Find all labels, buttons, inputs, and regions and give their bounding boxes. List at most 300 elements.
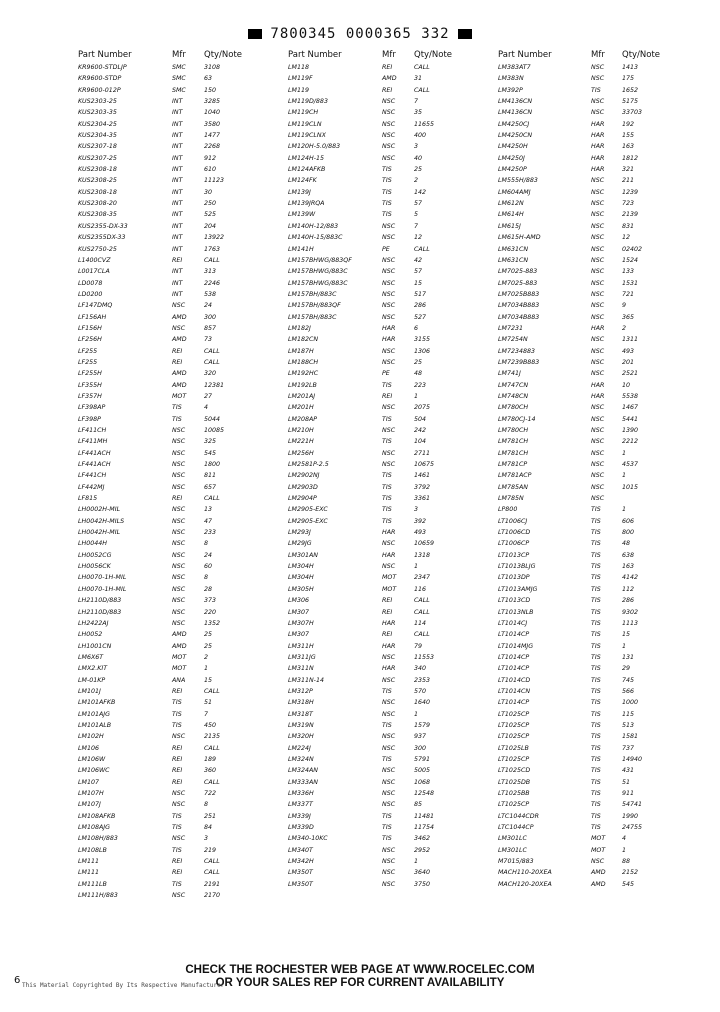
header-qty: Qty/Note (414, 50, 453, 60)
table-row (78, 495, 278, 506)
qty-cell: 1 (622, 472, 627, 480)
qty-cell: 1390 (622, 427, 639, 434)
part-number-cell: LM119 (288, 86, 309, 94)
table-row (78, 620, 278, 631)
table-row (78, 529, 278, 540)
part-number-cell: LM780CJ-14 (498, 415, 536, 423)
qty-cell: 12 (414, 234, 423, 242)
qty-cell: 493 (622, 347, 635, 355)
qty-cell: 800 (622, 529, 635, 537)
mfr-cell: REI (382, 86, 393, 94)
mfr-cell: AMD (172, 370, 187, 378)
part-number-cell: LT1014CP (498, 631, 530, 639)
table-row (288, 620, 488, 631)
table-row (498, 461, 718, 472)
qty-cell: 1 (622, 449, 627, 457)
part-number-cell: LM111H/883 (78, 892, 118, 900)
mfr-cell: NSC (382, 109, 396, 117)
qty-cell: 811 (204, 472, 217, 480)
mfr-cell: REI (172, 767, 183, 775)
qty-cell: 606 (622, 517, 635, 525)
mfr-cell: NSC (382, 404, 396, 412)
part-number-cell: L0017CLA (78, 268, 110, 276)
table-row (498, 688, 718, 699)
qty-cell: CALL (414, 608, 430, 616)
mfr-cell: NSC (382, 98, 396, 106)
table-row (498, 869, 718, 880)
part-number-cell: LM301AN (288, 551, 318, 559)
part-number-cell: LM188CH (288, 358, 319, 366)
qty-cell: 1467 (622, 404, 639, 412)
mfr-cell: TIS (591, 767, 601, 775)
part-number-cell: LF398AP (78, 404, 106, 412)
part-number-cell: LH2422AJ (78, 619, 109, 627)
mfr-cell: TIS (591, 597, 601, 605)
part-number-cell: KUS2307-25 (78, 154, 117, 162)
table-row (78, 824, 278, 835)
qty-cell: 112 (622, 585, 635, 593)
mfr-cell: TIS (591, 665, 601, 673)
table-row (78, 268, 278, 279)
qty-cell: 286 (414, 302, 427, 310)
part-number-cell: LH0070-1H-MIL (78, 574, 127, 582)
mfr-cell: TIS (172, 404, 182, 412)
part-number-cell: LM748CN (498, 392, 529, 400)
qty-cell: 35 (414, 109, 423, 117)
qty-cell: 325 (204, 438, 217, 446)
part-number-cell: LM4250P (498, 166, 527, 174)
part-number-cell: LM119CLN (288, 120, 322, 128)
table-row (78, 132, 278, 143)
part-number-cell: LM4136CN (498, 98, 533, 106)
table-row (288, 291, 488, 302)
mfr-cell: TIS (591, 699, 601, 707)
mfr-cell: NSC (172, 801, 186, 809)
mfr-cell: NSC (172, 892, 186, 900)
mfr-cell: REI (172, 778, 183, 786)
qty-cell: 25 (204, 642, 213, 650)
part-number-cell: KR9600-STDLJP (78, 64, 127, 71)
table-row (288, 75, 488, 86)
table-row (288, 370, 488, 381)
table-row (78, 756, 278, 767)
part-number-cell: LM780CH (498, 427, 529, 434)
mfr-cell: NSC (382, 880, 396, 888)
part-number-cell: LT1006CD (498, 529, 531, 537)
header-qty: Qty/Note (204, 50, 243, 60)
qty-cell: 1 (622, 642, 627, 650)
mfr-cell: TIS (591, 551, 601, 559)
table-row (78, 325, 278, 336)
qty-cell: 250 (204, 200, 217, 208)
table-row (78, 835, 278, 846)
table-row (498, 257, 718, 268)
table-row (78, 574, 278, 585)
mfr-cell: TIS (591, 540, 601, 548)
mfr-cell: NSC (172, 540, 186, 548)
qty-cell: 4 (204, 404, 209, 412)
qty-cell: 201 (622, 358, 635, 366)
mfr-cell: NSC (591, 495, 605, 503)
table-row (78, 393, 278, 404)
table-row (498, 393, 718, 404)
table-row (78, 427, 278, 438)
part-number-cell: LTC1044CP (498, 824, 534, 832)
mfr-cell: HAR (382, 324, 396, 332)
table-row (78, 711, 278, 722)
part-number-cell: LM210H (288, 427, 314, 434)
qty-cell: 360 (204, 767, 217, 775)
table-row (288, 654, 488, 665)
mfr-cell: NSC (172, 835, 186, 843)
qty-cell: 30 (204, 188, 213, 196)
part-number-cell: LF398P (78, 415, 101, 423)
part-number-cell: LM604AMJ (498, 188, 531, 196)
part-number-cell: LM7034B883 (498, 302, 540, 310)
part-number-cell: LM157BH/883C (288, 313, 337, 321)
qty-cell: 84 (204, 824, 213, 832)
qty-cell: 722 (204, 790, 217, 797)
table-row (498, 472, 718, 483)
table-row (78, 688, 278, 699)
mfr-cell: NSC (591, 256, 605, 264)
mfr-cell: NSC (172, 597, 186, 605)
qty-cell: 4142 (622, 574, 639, 582)
mfr-cell: INT (172, 211, 183, 219)
qty-cell: 15 (414, 279, 423, 287)
mfr-cell: REI (382, 608, 393, 616)
part-number-cell: LT1013CD (498, 597, 531, 605)
part-number-cell: LM119D/883 (288, 98, 328, 106)
part-number-cell: LM306 (288, 597, 309, 605)
mfr-cell: PE (382, 370, 390, 378)
header-mfr: Mfr (591, 50, 605, 60)
qty-cell: 8 (204, 801, 209, 809)
qty-cell: 831 (622, 222, 635, 230)
mfr-cell: NSC (382, 143, 396, 151)
table-row (288, 143, 488, 154)
qty-cell: 88 (622, 858, 631, 866)
mfr-cell: NSC (172, 483, 186, 491)
table-row (78, 336, 278, 347)
part-number-cell: LM781CP (498, 461, 528, 469)
mfr-cell: NSC (382, 302, 396, 310)
mfr-cell: TIS (591, 676, 601, 684)
table-row (288, 609, 488, 620)
mfr-cell: HAR (591, 120, 605, 128)
table-row (498, 779, 718, 790)
table-row (498, 881, 718, 892)
table-row (498, 302, 718, 313)
table-row (288, 597, 488, 608)
table-row (288, 847, 488, 858)
mfr-cell: SMC (172, 86, 186, 94)
mfr-cell: TIS (591, 574, 601, 582)
qty-cell: 192 (622, 120, 635, 128)
qty-cell: 373 (204, 597, 217, 605)
qty-cell: 242 (414, 427, 427, 434)
part-number-cell: LT1025DB (498, 778, 531, 786)
part-number-cell: LF411CH (78, 427, 107, 434)
table-row (498, 790, 718, 801)
table-row (288, 677, 488, 688)
header-part-number: Part Number (78, 50, 132, 60)
table-row (78, 64, 278, 75)
part-number-cell: LF156H (78, 324, 102, 332)
table-row (78, 155, 278, 166)
qty-cell: 25 (414, 358, 423, 366)
table-row (78, 518, 278, 529)
qty-cell: 189 (204, 755, 217, 763)
qty-cell: 7 (204, 710, 209, 718)
mfr-cell: ANA (172, 676, 186, 684)
table-row (498, 643, 718, 654)
qty-cell: CALL (414, 64, 430, 71)
mfr-cell: NSC (172, 551, 186, 559)
table-row (78, 881, 278, 892)
part-number-cell: MACH110-20XEA (498, 869, 552, 877)
qty-cell: 25 (414, 166, 423, 174)
table-row (78, 847, 278, 858)
table-row (498, 484, 718, 495)
mfr-cell: NSC (382, 358, 396, 366)
table-row (78, 223, 278, 234)
mfr-cell: TIS (382, 835, 392, 843)
qty-cell: 104 (414, 438, 427, 446)
part-number-cell: LM307 (288, 608, 309, 616)
table-row (288, 699, 488, 710)
column-3 (498, 50, 718, 892)
part-number-cell: LM4250CN (498, 132, 533, 140)
qty-cell: 10675 (414, 461, 435, 469)
qty-cell: 24 (204, 302, 213, 310)
qty-cell: 28 (204, 585, 213, 593)
table-row (288, 325, 488, 336)
table-row (78, 257, 278, 268)
mfr-cell: NSC (172, 585, 186, 593)
part-number-cell: LF815 (78, 495, 98, 503)
table-row (498, 665, 718, 676)
part-number-cell: LM108AFKB (78, 812, 116, 820)
mfr-cell: TIS (591, 755, 601, 763)
qty-cell: 8 (204, 540, 209, 548)
mfr-cell: TIS (591, 631, 601, 639)
qty-cell: 47 (204, 517, 213, 525)
qty-cell: 5044 (204, 415, 221, 423)
mfr-cell: MOT (382, 585, 397, 593)
qty-cell: 10 (622, 381, 631, 389)
qty-cell: 6 (414, 324, 419, 332)
part-number-cell: LM107J (78, 801, 101, 809)
part-number-cell: LT1025CD (498, 767, 531, 775)
part-number-cell: LM7025B883 (498, 290, 540, 298)
mfr-cell: TIS (382, 721, 392, 729)
qty-cell: 4537 (622, 461, 639, 469)
part-number-cell: LM2903D (288, 483, 318, 491)
header-part-number: Part Number (288, 50, 342, 60)
mfr-cell: NSC (172, 574, 186, 582)
mfr-cell: MOT (172, 392, 187, 400)
part-number-cell: LM311JG (288, 653, 316, 661)
mfr-cell: TIS (382, 495, 392, 503)
part-number-cell: LT1014CD (498, 676, 531, 684)
part-number-cell: LM4136CN (498, 109, 533, 117)
part-number-cell: LM139W (288, 211, 316, 219)
mfr-cell: NSC (382, 120, 396, 128)
part-number-cell: LT1013BLJG (498, 563, 536, 571)
qty-cell: 25 (204, 631, 213, 639)
qty-cell: 10085 (204, 427, 225, 434)
qty-cell: 5175 (622, 98, 639, 106)
qty-cell: 1311 (622, 336, 639, 344)
part-number-cell: LT1014CP (498, 665, 530, 673)
mfr-cell: TIS (591, 790, 601, 797)
qty-cell: 163 (622, 563, 635, 571)
table-row (78, 234, 278, 245)
part-number-cell: LH0052 (78, 631, 103, 639)
table-row (288, 574, 488, 585)
part-number-cell: LM108AJG (78, 824, 111, 832)
qty-cell: 114 (414, 619, 427, 627)
qty-cell: 2135 (204, 733, 221, 741)
mfr-cell: TIS (591, 506, 601, 514)
mfr-cell: REI (172, 869, 183, 877)
qty-cell: 1068 (414, 778, 431, 786)
table-row (498, 563, 718, 574)
qty-cell: 493 (414, 529, 427, 537)
table-row (78, 869, 278, 880)
qty-cell: 4 (622, 835, 627, 843)
table-row (498, 132, 718, 143)
table-row (78, 302, 278, 313)
table-row (498, 813, 718, 824)
mfr-cell: INT (172, 188, 183, 196)
part-number-cell: LF411MH (78, 438, 108, 446)
qty-cell: 29 (622, 665, 631, 673)
mfr-cell: TIS (591, 778, 601, 786)
part-number-cell: LF441CH (78, 472, 107, 480)
table-row (78, 314, 278, 325)
mfr-cell: NSC (382, 461, 396, 469)
mfr-cell: NSC (172, 302, 186, 310)
table-row (498, 835, 718, 846)
qty-cell: 1 (414, 858, 419, 866)
table-row (498, 348, 718, 359)
part-number-cell: LM350T (288, 880, 313, 888)
part-number-cell: LM301LC (498, 835, 527, 843)
mfr-cell: NSC (382, 653, 396, 661)
qty-cell: 5005 (414, 767, 431, 775)
part-number-cell: LM221H (288, 438, 314, 446)
part-list (288, 64, 488, 892)
table-row (78, 461, 278, 472)
table-row (498, 733, 718, 744)
qty-cell: CALL (414, 245, 430, 253)
part-number-cell: LM304H (288, 563, 314, 571)
table-row (498, 586, 718, 597)
part-number-cell: LMX2.KIT (78, 665, 108, 673)
qty-cell: 133 (622, 268, 635, 276)
mfr-cell: INT (172, 98, 183, 106)
mfr-cell: TIS (382, 755, 392, 763)
qty-cell: 1581 (622, 733, 639, 741)
table-row (288, 767, 488, 778)
mfr-cell: NSC (172, 563, 186, 571)
table-row (498, 597, 718, 608)
table-row (498, 858, 718, 869)
mfr-cell: NSC (172, 438, 186, 446)
qty-cell: 1306 (414, 347, 431, 355)
table-row (78, 382, 278, 393)
part-number-cell: LM781CH (498, 449, 529, 457)
qty-cell: 3792 (414, 483, 431, 491)
mfr-cell: NSC (591, 222, 605, 230)
mfr-cell: NSC (591, 98, 605, 106)
table-row (78, 98, 278, 109)
table-row (498, 745, 718, 756)
part-number-cell: LH0052CG (78, 551, 112, 559)
table-row (288, 801, 488, 812)
mfr-cell: AMD (591, 869, 606, 877)
part-number-cell: LM339J (288, 812, 311, 820)
part-number-cell: LM2904P (288, 495, 317, 503)
mfr-cell: NSC (382, 699, 396, 707)
table-row (498, 166, 718, 177)
mfr-cell: AMD (382, 75, 397, 83)
table-row (498, 64, 718, 75)
qty-cell: 1413 (622, 64, 639, 71)
table-row (498, 631, 718, 642)
qty-cell: 1000 (622, 699, 639, 707)
qty-cell: 1763 (204, 245, 221, 253)
table-row (498, 756, 718, 767)
mfr-cell: NSC (591, 358, 605, 366)
qty-cell: 1524 (622, 256, 639, 264)
table-row (288, 858, 488, 869)
qty-cell: 857 (204, 324, 217, 332)
table-row (78, 586, 278, 597)
part-number-cell: KUS2308-18 (78, 166, 117, 174)
part-number-cell: LM192LB (288, 381, 317, 389)
mfr-cell: TIS (591, 86, 601, 94)
qty-cell: 63 (204, 75, 213, 83)
qty-cell: 155 (622, 132, 635, 140)
mfr-cell: INT (172, 234, 183, 242)
qty-cell: 2711 (414, 449, 431, 457)
mfr-cell: TIS (591, 585, 601, 593)
part-number-cell: LF156AH (78, 313, 107, 321)
mfr-cell: NSC (591, 245, 605, 253)
mfr-cell: SMC (172, 64, 186, 71)
table-row (288, 155, 488, 166)
qty-cell: 431 (622, 767, 635, 775)
part-number-cell: LM785N (498, 495, 524, 503)
table-row (288, 359, 488, 370)
mfr-cell: REI (382, 631, 393, 639)
qty-cell: 545 (204, 449, 217, 457)
mfr-cell: HAR (382, 551, 396, 559)
qty-cell: 60 (204, 563, 213, 571)
qty-cell: 2 (204, 653, 209, 661)
qty-cell: 51 (622, 778, 631, 786)
part-number-cell: LM139JRQA (288, 200, 325, 208)
qty-cell: 57 (414, 200, 423, 208)
table-row (78, 733, 278, 744)
qty-cell: 3108 (204, 64, 221, 71)
mfr-cell: TIS (382, 687, 392, 695)
part-number-cell: LM106 (78, 744, 99, 752)
part-number-cell: LM157BH/883C (288, 290, 337, 298)
